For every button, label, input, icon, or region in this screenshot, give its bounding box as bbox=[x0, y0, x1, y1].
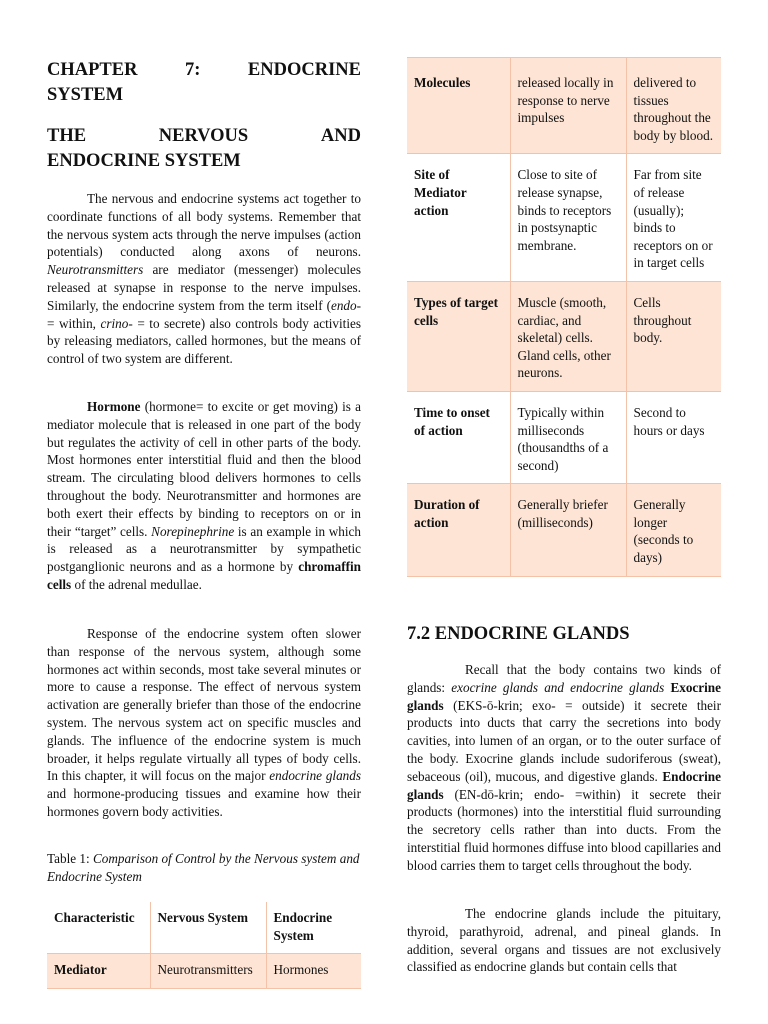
section-title bbox=[47, 124, 361, 174]
table-row bbox=[407, 58, 721, 154]
text-run-bold: Hormone bbox=[87, 399, 141, 414]
table-cell: Cells throughout body. bbox=[626, 281, 721, 391]
text-run: (hormone= to excite or get moving) is a mediator molecule that is released in one part of the body but regulates the activity of cell in other parts of the body. Most hormones enter interstitial fluid and then the blood stream. The circulating blood delivers hormones to cells throughout the body. Neurotransmitter and hormones are both exert their effects by binding to receptors on or in their “target” cells. bbox=[47, 399, 361, 539]
table-header-cell: Nervous System bbox=[150, 902, 266, 954]
section-title-line2: ENDOCRINE SYSTEM bbox=[47, 151, 241, 171]
table-cell: Typically within milliseconds (thousandths of a second) bbox=[510, 391, 626, 483]
text-run-italic: endo- bbox=[330, 297, 361, 313]
table-cell: delivered to tissues throughout the body by blood. bbox=[626, 58, 721, 154]
response-paragraph bbox=[47, 625, 361, 821]
text-run-bold: Endocrine glands bbox=[407, 768, 721, 802]
text-run: = within, bbox=[47, 315, 101, 331]
chapter-title-line2: SYSTEM bbox=[47, 85, 124, 105]
chapter-title-word: 7: bbox=[184, 60, 201, 80]
section-title-word: AND bbox=[320, 126, 361, 146]
table-cell: Generally longer (seconds to days) bbox=[626, 484, 721, 576]
glands-paragraph-2: The endocrine glands include the pituitary, thyroid, parathyroid, adrenal, and pineal glands. In addition, several organs and tissues are not exclusively classified as endocrine glands but contain cells that bbox=[407, 906, 721, 975]
table-row bbox=[407, 484, 721, 576]
glands-paragraph-1 bbox=[407, 661, 721, 875]
text-run: (EKS-ō-krin; exo- = outside) it secrete their products into ducts that carry the secretions into body cavities, into lumen of an organ, or to the outer surface of the body. Exocrine glands include sudoriferous (sweat), sebaceous (oil), mucous, and digestive glands. bbox=[407, 697, 721, 784]
chapter-title-word: ENDOCRINE bbox=[247, 60, 361, 80]
text-run: is an example in which is released as a neurotransmitter by sympathetic postganglionic neurons and as a hormone by bbox=[47, 523, 361, 575]
chapter-title-word: CHAPTER bbox=[47, 60, 138, 80]
text-run-italic: Norepinephrine bbox=[151, 523, 235, 539]
table-cell: Muscle (smooth, cardiac, and skeletal) cells. Gland cells, other neurons. bbox=[510, 281, 626, 391]
caption-title: Comparison of Control by the Nervous system and Endocrine System bbox=[47, 851, 360, 884]
text-run: Response of the endocrine system often slower than response of the nervous system, although some hormones act within seconds, most take several minutes or more to cause a response. The effect of nervous system activation are generally briefer than those of the endocrine system. The nervous system act on specific muscles and glands. The influence of the endocrine system is much broader, it helps regulate virtually all types of body cells. In this chapter, it will focus on the major bbox=[47, 626, 361, 784]
text-run: Recall that the body contains two kinds of glands: bbox=[407, 662, 721, 695]
table-cell: Close to site of release synapse, binds to receptors in postsynaptic membrane. bbox=[510, 154, 626, 282]
table-cell: Types of target cells bbox=[407, 281, 510, 391]
text-run: (EN-dō-krin; endo- =within) it secrete their products (hormones) into the interstitial fluid surrounding the secretory cells rather than into ducts. From the interstitial fluid hormones diffuse into blood capillaries and blood carries them to target cells throughout the body. bbox=[407, 786, 721, 873]
text-run: The nervous and endocrine systems act together to coordinate functions of all body systems. Remember that the nervous system acts through the nerve impulses (action potentials) conducted along axons of neurons. bbox=[47, 191, 361, 260]
table-cell: Generally briefer (milliseconds) bbox=[510, 484, 626, 576]
text-run-bold: Exocrine glands bbox=[407, 679, 721, 713]
comparison-table-part2 bbox=[407, 57, 721, 577]
text-run-italic: Neurotransmitters bbox=[47, 262, 144, 278]
table-row bbox=[47, 954, 361, 989]
hormone-paragraph bbox=[47, 398, 361, 594]
chapter-title bbox=[47, 58, 361, 108]
caption-prefix: Table 1: bbox=[47, 851, 93, 866]
table-cell: Site of Mediator action bbox=[407, 154, 510, 282]
table-caption bbox=[47, 850, 361, 886]
text-run: of the adrenal medullae. bbox=[71, 576, 202, 592]
text-run-italic: endocrine glands bbox=[269, 768, 362, 784]
intro-paragraph bbox=[47, 190, 361, 368]
table-row bbox=[407, 281, 721, 391]
text-run-italic: exocrine glands and endocrine glands bbox=[451, 679, 665, 695]
table-header-cell: Endocrine System bbox=[266, 902, 361, 954]
table-header-row bbox=[47, 902, 361, 954]
text-run: = to secrete) also controls body activities by releasing mediators, called hormones, but the means of control of two system are different. bbox=[47, 315, 361, 367]
table-cell: Far from site of release (usually); binds to receptors on or in target cells bbox=[626, 154, 721, 282]
table-cell: Hormones bbox=[266, 954, 361, 989]
table-header-cell: Characteristic bbox=[47, 902, 150, 954]
text-run: are mediator (messenger) molecules released at synapse in response to the nerve impulses. Similarly, the endocrine system from the term itself ( bbox=[47, 262, 361, 313]
glands-section-title: 7.2 ENDOCRINE GLANDS bbox=[407, 624, 630, 644]
comparison-table-part1 bbox=[47, 902, 361, 989]
section-title-word: THE bbox=[47, 126, 87, 146]
table-cell: Mediator bbox=[47, 954, 150, 989]
table-cell: Second to hours or days bbox=[626, 391, 721, 483]
text-run-italic: crino- bbox=[100, 315, 133, 331]
text-run-bold: chromaffin cells bbox=[47, 559, 361, 592]
table-cell: Time to onset of action bbox=[407, 391, 510, 483]
table-row bbox=[407, 154, 721, 282]
section-title-word: NERVOUS bbox=[158, 126, 249, 146]
text-run: and hormone-producing tissues and examine how their hormones govern body activities. bbox=[47, 786, 361, 819]
table-cell: Molecules bbox=[407, 58, 510, 154]
table-row bbox=[407, 391, 721, 483]
table-cell: Duration of action bbox=[407, 484, 510, 576]
table-cell: released locally in response to nerve impulses bbox=[510, 58, 626, 154]
table-cell: Neurotransmitters bbox=[150, 954, 266, 989]
